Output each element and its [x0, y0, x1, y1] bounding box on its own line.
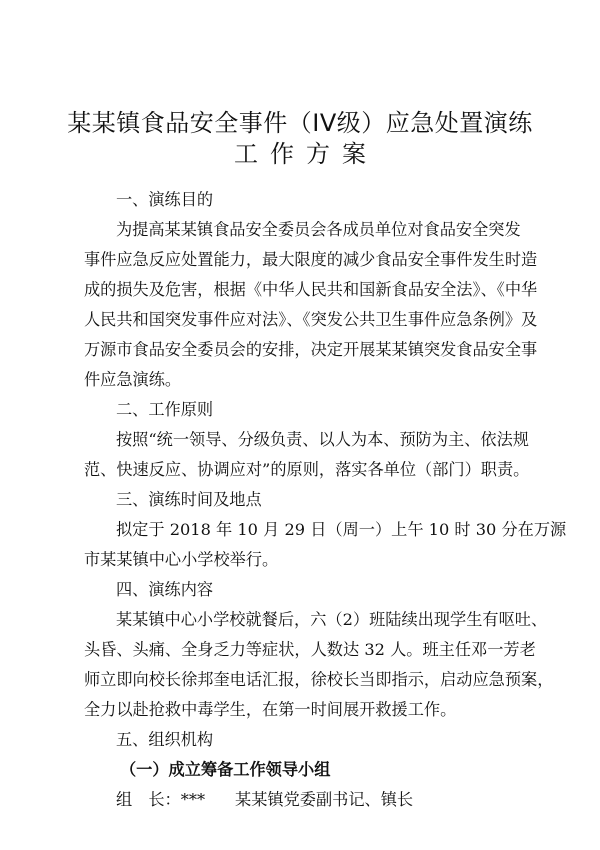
section-heading-5: 五、组织机构 [116, 730, 214, 749]
paragraph-line: 为提高某某镇食品安全委员会各成员单位对食品安全突发 [116, 220, 521, 239]
paragraph-line: 某某镇中心小学校就餐后，六（2）班陆续出现学生有呕吐、 [116, 610, 548, 629]
section-heading-3: 三、演练时间及地点 [116, 490, 262, 509]
document-title: 某某镇食品安全事件（IV级）应急处置演练 [67, 109, 533, 137]
section-heading-2: 二、工作原则 [116, 400, 214, 419]
role-label: 组 长： [116, 790, 181, 809]
paragraph-line: 范、快速反应、协调应对”的原则，落实各单位（部门）职责。 [84, 460, 530, 479]
paragraph-line: 事件应急反应处置能力，最大限度的减少食品安全事件发生时造 [84, 250, 538, 269]
paragraph-line: 件应急演练。 [84, 370, 182, 389]
subsection-heading: （一）成立筹备工作领导小组 [120, 760, 331, 779]
document-subtitle: 工作方案 [234, 140, 378, 168]
paragraph-line: 按照“统一领导、分级负责、以人为本、预防为主、依法规 [116, 430, 529, 449]
section-heading-1: 一、演练目的 [116, 190, 214, 209]
paragraph-line: 师立即向校长徐邦奎电话汇报，徐校长当即指示，启动应急预案， [84, 670, 554, 689]
paragraph-line: 万源市食品安全委员会的安排，决定开展某某镇突发食品安全事 [84, 340, 538, 359]
paragraph-line: 全力以赴抢救中毒学生，在第一时间展开救援工作。 [84, 700, 457, 719]
paragraph-line: 成的损失及危害，根据《中华人民共和国新食品安全法》、《中华 [84, 280, 538, 299]
role-name: *** [180, 790, 206, 809]
paragraph-line: 头昏、头痛、全身乏力等症状，人数达 32 人。班主任邓一芳老 [84, 640, 536, 659]
section-heading-4: 四、演练内容 [116, 580, 214, 599]
paragraph-line: 拟定于 2018 年 10 月 29 日（周一）上午 10 时 30 分在万源 [116, 520, 567, 539]
paragraph-line: 人民共和国突发事件应对法》、《突发公共卫生事件应急条例》及 [84, 310, 538, 329]
role-row [116, 790, 556, 810]
paragraph-line: 市某某镇中心小学校举行。 [84, 550, 279, 569]
role-title: 某某镇党委副书记、镇长 [235, 790, 414, 809]
